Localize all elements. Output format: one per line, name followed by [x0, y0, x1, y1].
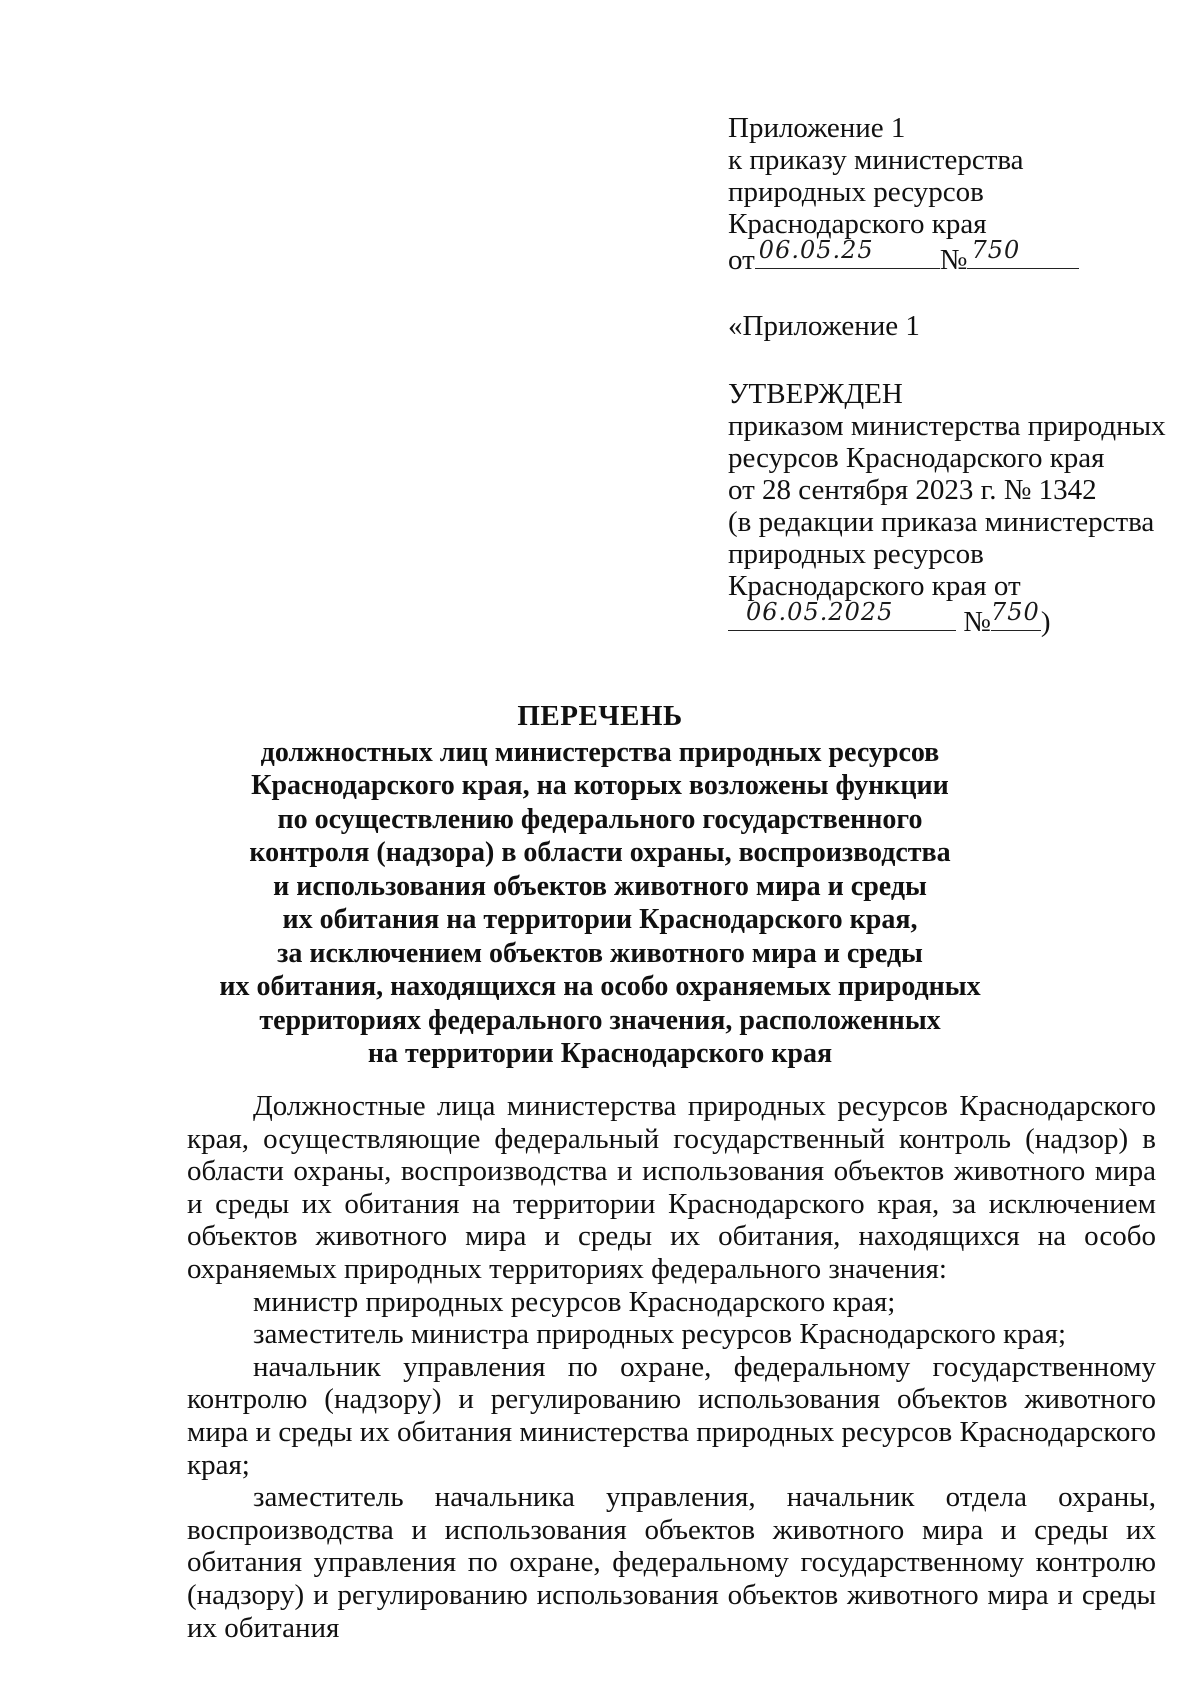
approved-line-4: (в редакции приказа министерства — [728, 506, 1155, 538]
attachment-line-2: к приказу министерства — [728, 144, 1024, 176]
list-item: начальник управления по охране, федеральному государственному контролю (надзору) и регулированию использования объектов животного мира и среды их обитания министерства природных ресурсов Краснодарского края; — [187, 1350, 1156, 1481]
approved-date-number-line — [728, 598, 1178, 638]
title-line: должностных лиц министерства природных ресурсов — [260, 736, 940, 768]
approved-number-field — [990, 598, 1041, 631]
title-line: на территории Краснодарского края — [367, 1038, 833, 1069]
title-line: их обитания на территории Краснодарского края, — [282, 904, 918, 935]
list-item: заместитель министра природных ресурсов Краснодарского края; — [253, 1318, 1067, 1351]
approved-date-field — [728, 598, 956, 631]
approved-heading: УТВЕРЖДЕН — [728, 378, 903, 410]
title-line: территориях федерального значения, расположенных — [259, 1004, 941, 1036]
approved-line-1: приказом министерства природных — [728, 410, 1166, 442]
attachment-number-label: № — [939, 244, 968, 276]
approved-number-label: № — [963, 606, 991, 638]
attachment-line-1: Приложение 1 — [728, 112, 906, 144]
title-line: и использования объектов животного мира и среды — [273, 870, 927, 902]
attachment-date-field — [755, 236, 940, 269]
approved-line-5: природных ресурсов — [728, 538, 984, 570]
quoted-attachment-label: «Приложение 1 — [728, 310, 920, 342]
attachment-date-number-line — [728, 236, 1158, 276]
approved-handwritten-number: 750 — [990, 598, 1040, 626]
list-item: министр природных ресурсов Краснодарского края; — [253, 1285, 896, 1318]
title-line: по осуществлению федерального государственного — [277, 803, 923, 835]
list-item: заместитель начальника управления, начальник отдела охраны, воспроизводства и использования объектов животного мира и среды их обитания управления по охране, федеральному государственному контролю (надзору) и регулированию использования объектов животного мира и среды их обитания — [187, 1481, 1156, 1644]
title-line: Краснодарского края, на которых возложены функции — [251, 770, 949, 801]
approved-block — [728, 378, 1178, 638]
attachment-number-field — [967, 236, 1079, 269]
title-line: их обитания, находящихся на особо охраняемых природных — [219, 971, 981, 1002]
document-body — [187, 1090, 1156, 1644]
attachment-header — [728, 112, 1158, 276]
attachment-handwritten-number: 750 — [971, 236, 1021, 264]
attachment-line-4: Краснодарского края — [728, 208, 987, 240]
attachment-line-3: природных ресурсов — [728, 176, 984, 208]
attachment-from-label: от — [728, 244, 755, 276]
attachment-handwritten-date: 06.05.25 — [758, 236, 874, 264]
approved-handwritten-date: 06.05.2025 — [746, 598, 894, 626]
title-main: ПЕРЕЧЕНЬ — [517, 700, 683, 732]
approved-line-6: Краснодарского края от — [728, 570, 1021, 602]
approved-closing-paren: ) — [1040, 606, 1051, 638]
approved-line-3: от 28 сентября 2023 г. № 1342 — [728, 474, 1097, 506]
body-intro-paragraph: Должностные лица министерства природных ресурсов Краснодарского края, осуществляющие федеральный государственный контроль (надзор) в области охраны, воспроизводства и использования объектов животного мира и среды их обитания на территории Краснодарского края, за исключением объектов животного мира и среды их обитания, находящихся на особо охраняемых природных территориях федерального значения: — [187, 1090, 1156, 1285]
approved-line-2: ресурсов Краснодарского края — [728, 442, 1105, 474]
title-line: за исключением объектов животного мира и среды — [277, 937, 923, 969]
title-line: контроля (надзора) в области охраны, воспроизводства — [249, 837, 951, 868]
document-title — [170, 700, 1030, 1071]
